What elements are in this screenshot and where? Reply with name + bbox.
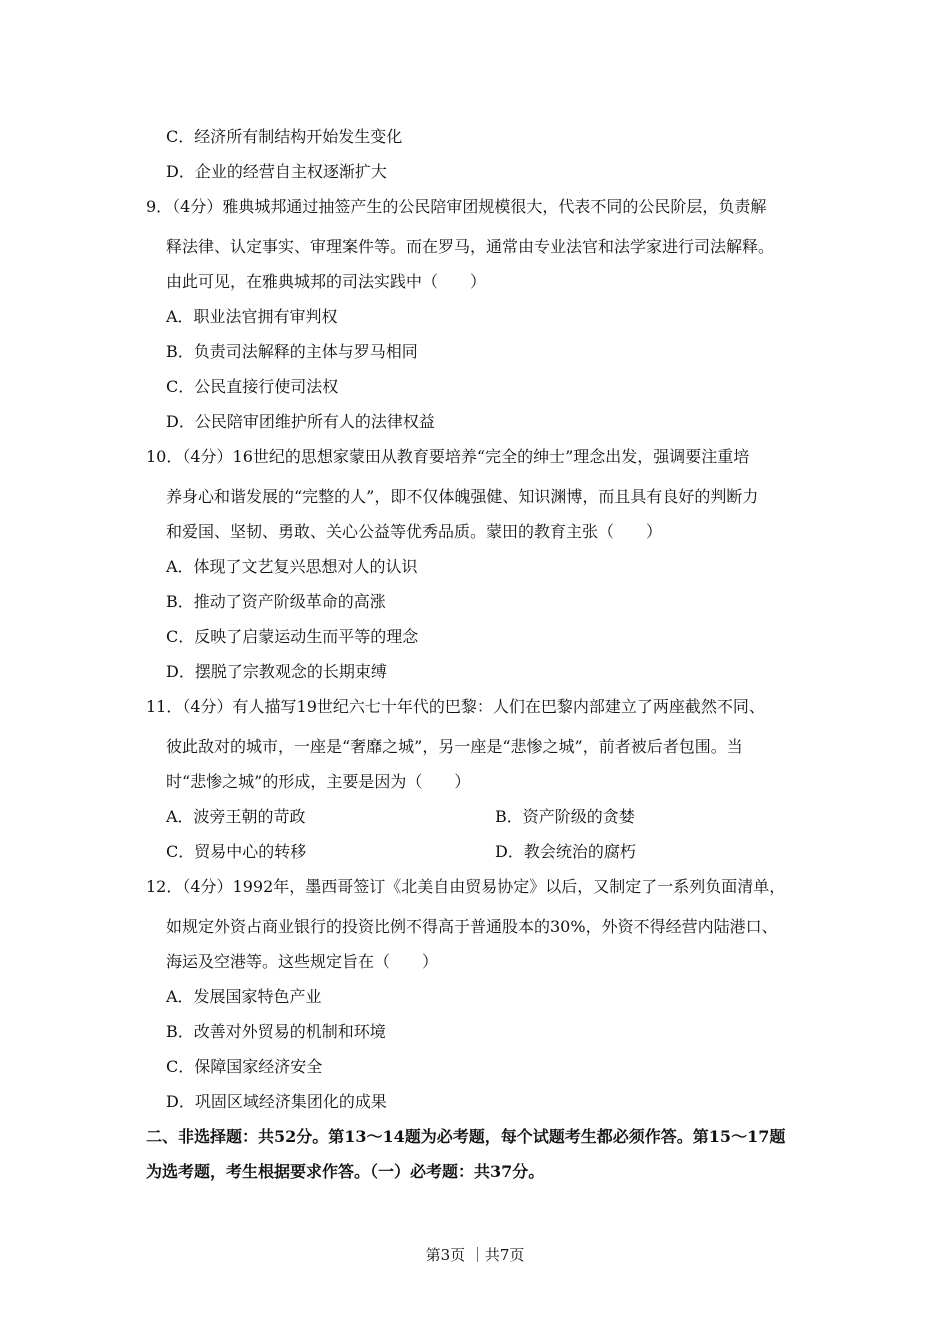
page-footer: 第3页 ｜共7页 (425, 1246, 525, 1264)
question-12-option-c: C．保障国家经济安全 (166, 1057, 323, 1076)
question-10-stem-line1: 10．（4分）16世纪的思想家蒙田从教育要培养“完全的绅士”理念出发，强调要注重培 (146, 447, 750, 466)
question-12-option-a: A．发展国家特色产业 (166, 987, 322, 1006)
section-2-heading-line1: 二、非选择题：共52分。第13～14题为必考题，每个试题考生都必须作答。第15～17题 (146, 1127, 786, 1146)
question-9-option-c: C．公民直接行使司法权 (166, 377, 339, 396)
question-10-stem-line2: 养身心和谐发展的“完整的人”，即不仅体魄强健、知识渊博，而且具有良好的判断力 (166, 487, 759, 506)
question-9-stem-line1: 9．（4分）雅典城邦通过抽签产生的公民陪审团规模很大，代表不同的公民阶层，负责解 (146, 197, 767, 216)
question-9-stem-line3: 由此可见，在雅典城邦的司法实践中（ ） (166, 272, 487, 291)
question-10-option-b: B．推动了资产阶级革命的高涨 (166, 592, 386, 611)
question-11-stem-line2: 彼此敌对的城市，一座是“奢靡之城”，另一座是“悲惨之城”，前者被后者包围。当 (166, 737, 743, 756)
option-d-prev: D．企业的经营自主权逐渐扩大 (166, 162, 387, 181)
question-9-stem-line2: 释法律、认定事实、审理案件等。而在罗马，通常由专业法官和法学家进行司法解释。 (166, 237, 775, 256)
question-12-stem-line2: 如规定外资占商业银行的投资比例不得高于普通股本的30%，外资不得经营内陆港口、 (166, 917, 778, 936)
question-9-option-d: D．公民陪审团维护所有人的法律权益 (166, 412, 435, 431)
question-10-option-d: D．摆脱了宗教观念的长期束缚 (166, 662, 387, 681)
question-11-option-a: A．波旁王朝的苛政 (166, 807, 306, 826)
question-11-stem-line3: 时“悲惨之城”的形成，主要是因为（ ） (166, 772, 471, 791)
question-11-stem-line1: 11．（4分）有人描写19世纪六七十年代的巴黎：人们在巴黎内部建立了两座截然不同、 (146, 697, 765, 716)
question-9-option-b: B．负责司法解释的主体与罗马相同 (166, 342, 418, 361)
question-11-option-c: C．贸易中心的转移 (166, 842, 307, 861)
question-12-stem-line1: 12．（4分）1992年，墨西哥签订《北美自由贸易协定》以后，又制定了一系列负面清单， (146, 877, 786, 896)
question-12-stem-line3: 海运及空港等。这些规定旨在（ ） (166, 952, 439, 971)
question-12-option-d: D．巩固区域经济集团化的成果 (166, 1092, 387, 1111)
question-11-option-b: B．资产阶级的贪婪 (495, 807, 635, 826)
section-2-heading-line2: 为选考题，考生根据要求作答。（一）必考题：共37分。 (146, 1162, 545, 1181)
question-9-option-a: A．职业法官拥有审判权 (166, 307, 338, 326)
question-10-option-c: C．反映了启蒙运动生而平等的理念 (166, 627, 419, 646)
question-12-option-b: B．改善对外贸易的机制和环境 (166, 1022, 386, 1041)
question-10-option-a: A．体现了文艺复兴思想对人的认识 (166, 557, 418, 576)
question-10-stem-line3: 和爱国、坚韧、勇敢、关心公益等优秀品质。蒙田的教育主张（ ） (166, 522, 663, 541)
option-c-prev: C．经济所有制结构开始发生变化 (166, 127, 403, 146)
question-11-option-d: D．教会统治的腐朽 (495, 842, 636, 861)
